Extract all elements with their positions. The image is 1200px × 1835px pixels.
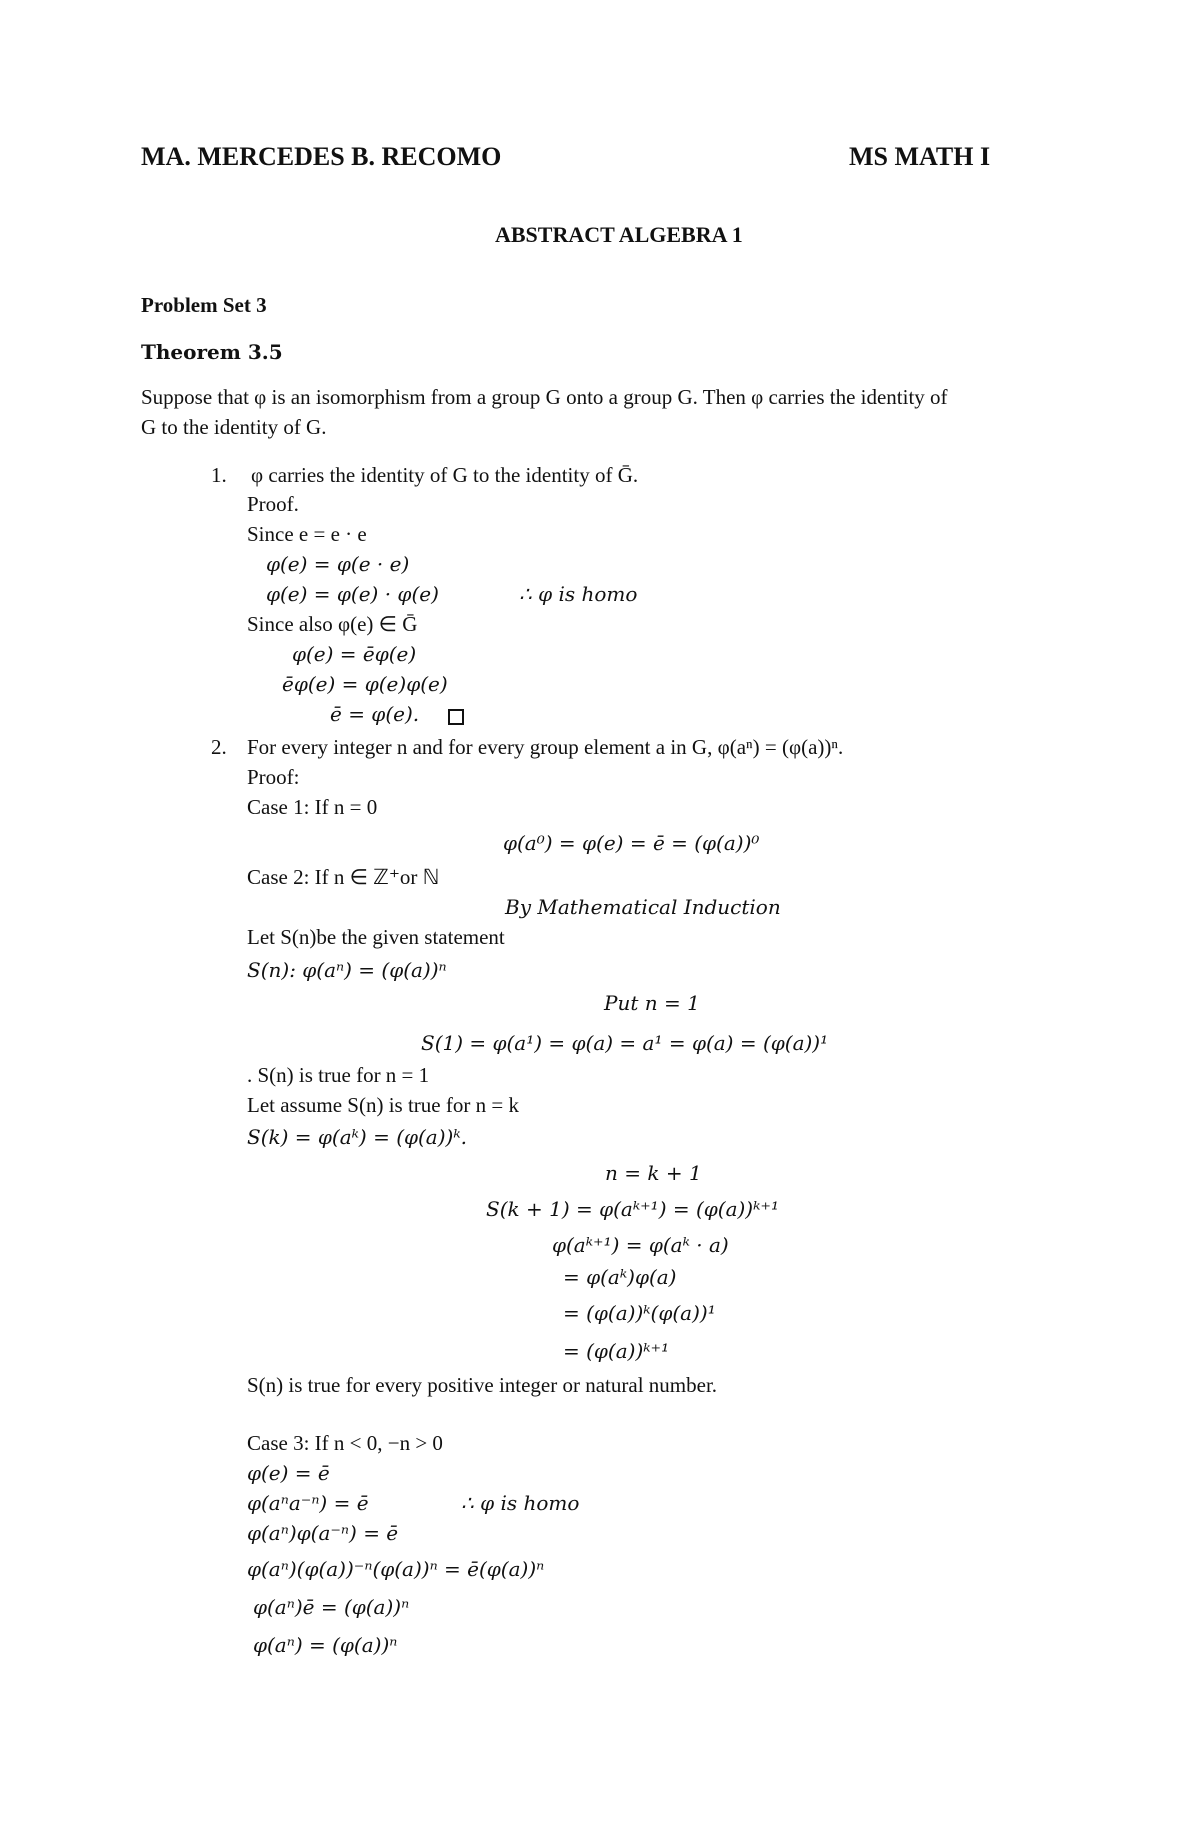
- item-1-line: ēφ(e) = φ(e)φ(e): [282, 672, 448, 696]
- item-2-line: n = k + 1: [605, 1161, 702, 1185]
- item-2-line: φ(aⁿ) = (φ(a))ⁿ: [253, 1633, 398, 1657]
- item-1-therefore-homo: ∴ φ is homo: [519, 582, 638, 606]
- item-1-line: φ(e) = ēφ(e): [292, 642, 417, 666]
- problem-set-label: Problem Set 3: [141, 293, 267, 317]
- item-2-line: φ(aⁿ)(φ(a))⁻ⁿ(φ(a))ⁿ = ē(φ(a))ⁿ: [247, 1557, 545, 1581]
- course-name: MS MATH I: [849, 142, 991, 171]
- item-2-line: S(1) = φ(a¹) = φ(a) = a¹ = φ(a) = (φ(a))¹: [421, 1031, 829, 1055]
- author-name: MA. MERCEDES B. RECOMO: [141, 142, 502, 171]
- case-2-label: Case 2: If n ∈ ℤ⁺or ℕ: [247, 865, 440, 889]
- item-2-line: S(k + 1) = φ(aᵏ⁺¹) = (φ(a))ᵏ⁺¹: [486, 1197, 779, 1221]
- item-2-title: For every integer n and for every group element a in G, φ(aⁿ) = (φ(a))ⁿ.: [247, 735, 844, 759]
- qed-box: [444, 702, 464, 728]
- item-1-line: φ(e) = φ(e) · φ(e): [266, 582, 439, 606]
- subject-title: ABSTRACT ALGEBRA 1: [495, 222, 743, 247]
- item-2-line: φ(aⁿa⁻ⁿ) = ē: [247, 1491, 369, 1515]
- case-1-equation: φ(a⁰) = φ(e) = ē = (φ(a))⁰: [503, 831, 760, 855]
- induction-label: By Mathematical Induction: [505, 895, 781, 919]
- item-2-line: φ(aᵏ⁺¹) = φ(aᵏ · a): [552, 1233, 729, 1257]
- item-2-line: φ(aⁿ)φ(a⁻ⁿ) = ē: [247, 1521, 399, 1545]
- item-1-line: Since also φ(e) ∈ Ḡ: [247, 612, 418, 636]
- item-2-line: = φ(aᵏ)φ(a): [563, 1265, 677, 1289]
- item-2-line: = (φ(a))ᵏ(φ(a))¹: [563, 1301, 716, 1325]
- item-2-conclusion: S(n) is true for every positive integer or natural number.: [247, 1373, 718, 1397]
- case-3-label: Case 3: If n < 0, −n > 0: [247, 1431, 443, 1455]
- item-1-line: φ(e) = φ(e · e): [266, 552, 410, 576]
- item-2-line: φ(aⁿ)ē = (φ(a))ⁿ: [253, 1595, 410, 1619]
- item-1-line: ē = φ(e).: [330, 702, 420, 726]
- item-2-line: Let assume S(n) is true for n = k: [247, 1093, 519, 1117]
- item-1-title: φ carries the identity of G to the identity of Ḡ.: [251, 463, 639, 487]
- item-2-line: φ(e) = ē: [247, 1461, 330, 1485]
- item-2-line: . S(n) is true for n = 1: [247, 1063, 430, 1087]
- item-2-line: Put n = 1: [604, 991, 700, 1015]
- case-3-therefore-homo: ∴ φ is homo: [461, 1491, 580, 1515]
- item-2-line: S(k) = φ(aᵏ) = (φ(a))ᵏ.: [247, 1125, 467, 1149]
- item-1-number: 1.: [211, 463, 227, 487]
- item-2-line: S(n): φ(aⁿ) = (φ(a))ⁿ: [247, 958, 447, 982]
- item-2-number: 2.: [211, 735, 227, 759]
- case-1-label: Case 1: If n = 0: [247, 795, 378, 819]
- theorem-title: Theorem 3.5: [141, 340, 283, 364]
- item-1-proof-label: Proof.: [247, 492, 299, 516]
- item-2-line: = (φ(a))ᵏ⁺¹: [563, 1339, 670, 1363]
- item-1-line: Since e = e · e: [247, 522, 367, 546]
- theorem-statement-line-1: Suppose that φ is an isomorphism from a group G onto a group G. Then φ carries the identity of: [141, 385, 948, 409]
- theorem-statement-line-2: G to the identity of G.: [141, 415, 327, 439]
- item-2-proof-label: Proof:: [247, 765, 300, 789]
- item-2-line: Let S(n)be the given statement: [247, 925, 505, 949]
